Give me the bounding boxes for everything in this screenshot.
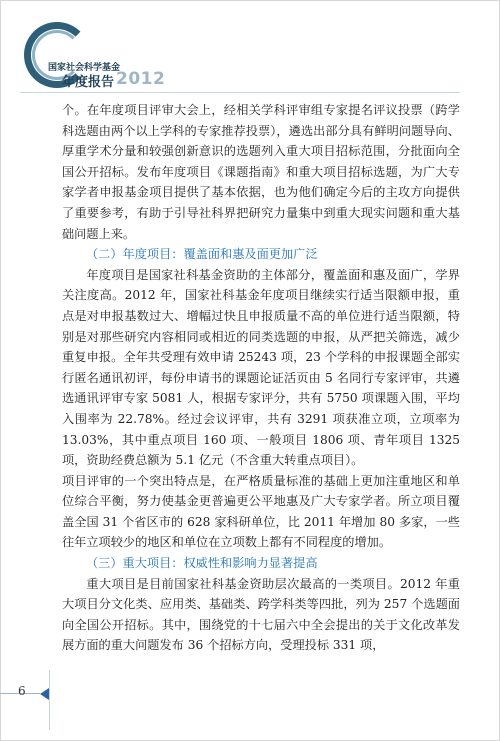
page-marker-icon [40, 688, 49, 700]
paragraph-annual-projects: 年度项目是国家社科基金资助的主体部分，覆盖面和惠及面广，学界关注度高。2012 年，国家社科基金年度项目继续实行适当限额申报，重点是对申报基数过大、增幅过快且申报质量不高的单位进行适当限额，特别是对那些研究内容相同或相近的同类选题的申报，从严把关筛选，减少重复申报。全年共受理有效申请 25243 项，23 个学科的申报课题全部实行匿名通讯初评，每份申请书的课题论证活页由 5 名同行专家评审，共遴选通讯评审专家 5081 人，根据专家评分，共有 5750 项课题入围，平均入围率为 22.78%。经过会议评审，共有 3291 项获准立项，立项率为 13.03%，其中重点项目 160 项、一般项目 1806 项、青年项目 1325 项，资助经费总额为 5.1 亿元（不含重大转重点项目）。 [62, 267, 460, 468]
header-rule [20, 92, 460, 93]
report-logo [20, 22, 166, 92]
logo-report-title: 年度报告 [62, 75, 115, 90]
page-number: 6 [18, 684, 26, 698]
paragraph-major-projects: 重大项目是目前国家社科基金资助层次最高的一类项目。2012 年重大项目分文化类、应用类、基础类、跨学科类等四批，列为 257 个选题面向全国公开招标。其中，围绕党的十七届六中全会提出的关于文化改革发展方面的重大问题发布 36 个招标方向，受理投标 331 项， [62, 576, 460, 653]
paragraph-review-feature: 项目评审的一个突出特点是，在严格质量标准的基础上更加注重地区和单位综合平衡，努力使基金更普遍更公平地惠及广大专家学者。所立项目覆盖全国 31 个省区市的 628 家科研单位，比 2011 年增加 80 多家，一些往年立项较少的地区和单位在立项数上都有不同程度的增加。 [62, 473, 460, 550]
section-heading-annual-projects: （二）年度项目：覆盖面和惠及面更加广泛 [86, 247, 318, 262]
logo-org-name: 国家社会科学基金 [48, 63, 121, 73]
section-heading-major-projects: （三）重大项目：权威性和影响力显著提高 [86, 556, 318, 571]
page-body [62, 100, 460, 656]
logo-year: 2012 [116, 69, 166, 89]
footer-divider [49, 670, 50, 730]
paragraph-continuation: 个。在年度项目评审大会上，经相关学科评审组专家提名评议投票（跨学科选题由两个以上学科的专家推荐投票），遴选出部分具有鲜明问题导向、厚重学术分量和较强创新意识的选题列入重大项目招标范围，分批面向全国公开招标。发布年度项目《课题指南》和重大项目招标选题，为广大专家学者申报基金项目提供了基本依据，也为他们确定今后的主攻方向提供了重要参考，有助于引导社科界把研究力量集中到重大现实问题和重大基础问题上来。 [62, 103, 460, 241]
